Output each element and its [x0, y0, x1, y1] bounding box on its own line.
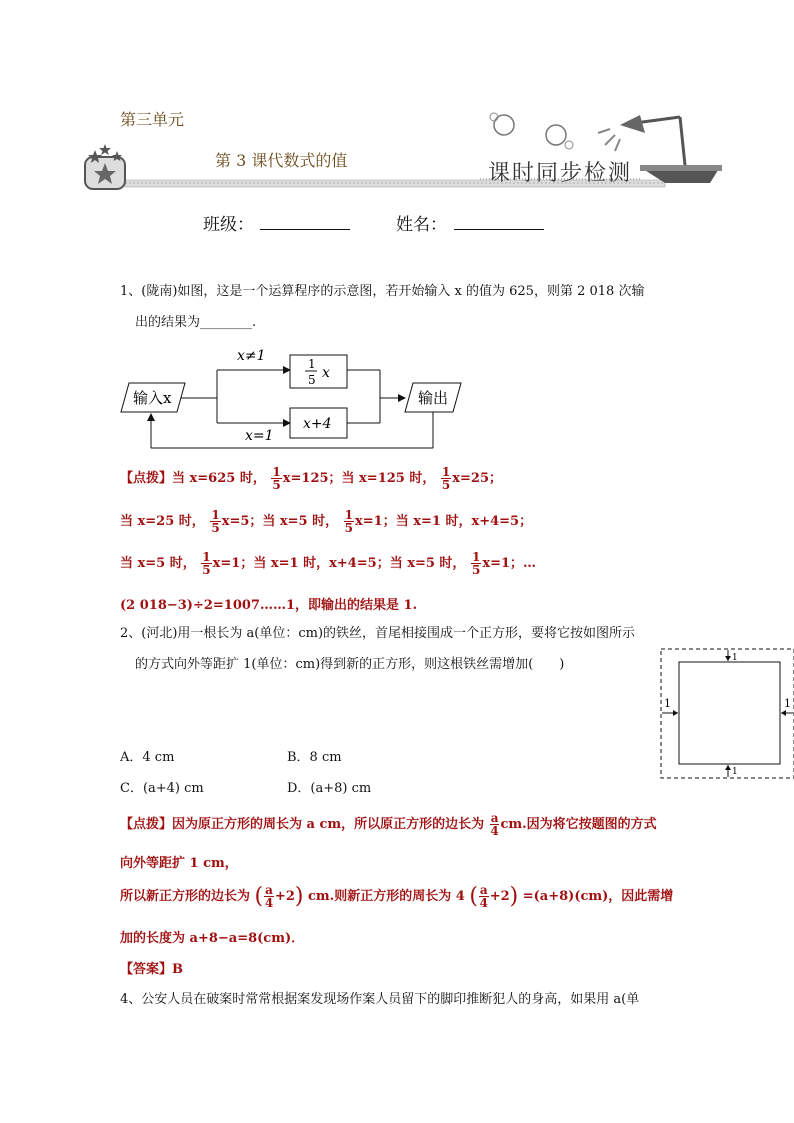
input-label: 输入x [133, 389, 172, 407]
cond-bottom: x=1 [245, 428, 274, 444]
name-field[interactable] [454, 229, 544, 230]
q2-hint-line2: 向外等距扩 1 cm， [120, 856, 238, 871]
class-label: 班级： [203, 215, 254, 235]
svg-text:5: 5 [308, 373, 316, 387]
q1-hint-line1: 【点拨】当 x=625 时， $\frac{1}{5}$ x=125；当 x=125 时， $\frac{1}{5}$ x=25； [120, 465, 502, 492]
option-b[interactable]: B．8 cm [287, 750, 342, 765]
q2-line1: 2、(河北)用一根长为 a(单位：cm)的铁丝，首尾相接围成一个正方形，要将它按如图所示 [120, 626, 636, 641]
q2-hint-line1: 【点拨】因为原正方形的周长为 a cm，所以原正方形的边长为 $\frac{a}{4}$ cm.因为将它按题图的方式 [120, 811, 657, 838]
name-label: 姓名： [396, 215, 447, 235]
q2-line2: 的方式向外等距扩 1(单位：cm)得到新的正方形，则这根铁丝需增加( ) [135, 657, 565, 672]
svg-text:1: 1 [784, 697, 791, 710]
unit-title: 第三单元 [120, 110, 185, 129]
lesson-title: 第 3 课代数式的值 [215, 151, 348, 170]
option-d[interactable]: D．(a+8) cm [287, 781, 372, 796]
option-c[interactable]: C．(a+4) cm [120, 781, 204, 796]
q2-hint-line3: 所以新正方形的边长为 ( $\frac{a}{4}$ +2) cm.则新正方形的周长为 4 ( $\frac{a}{4}$ +2) =(a+8)(cm)，因此需增 [120, 883, 674, 910]
cond-top: x≠1 [237, 348, 266, 364]
q1-hint-line4: (2 018−3)÷2=1007……1，即输出的结果是 1. [120, 598, 418, 613]
svg-text:1: 1 [732, 653, 738, 663]
q1-line2: 出的结果为________. [135, 315, 257, 330]
output-label: 输出 [418, 389, 449, 407]
q4-line1: 4、公安人员在破案时常常根据案发现场作案人员留下的脚印推断犯人的身高，如果用 a(单 [120, 992, 640, 1007]
q2-hint-line4: 加的长度为 a+8−a=8(cm)． [120, 931, 305, 946]
banner-title: 课时同步检测 [488, 161, 633, 186]
q1-hint-line2: 当 x=25 时， $\frac{1}{5}$ x=5；当 x=5 时， $\frac{1}{5}$ x=1；当 x=1 时，x+4=5； [120, 508, 533, 535]
svg-text:x+4: x+4 [303, 416, 332, 432]
bubble-icon [494, 115, 514, 135]
svg-text:x: x [322, 365, 330, 381]
svg-text:1: 1 [732, 767, 738, 777]
option-a[interactable]: A．4 cm [120, 750, 175, 765]
svg-text:1: 1 [664, 697, 671, 710]
svg-text:1: 1 [308, 357, 316, 371]
q2-answer: 【答案】B [120, 962, 183, 977]
class-field[interactable] [260, 229, 350, 230]
box-fifth [290, 355, 347, 388]
square-figure [660, 648, 794, 780]
flowchart [115, 340, 475, 455]
q1-line1: 1、(陇南)如图，这是一个运算程序的示意图，若开始输入 x 的值为 625，则第 2 018 次输 [120, 284, 645, 299]
q1-hint-line3: 当 x=5 时， $\frac{1}{5}$ x=1；当 x=1 时，x+4=5；当 x=5 时， $\frac{1}{5}$ x=1；… [120, 550, 537, 577]
